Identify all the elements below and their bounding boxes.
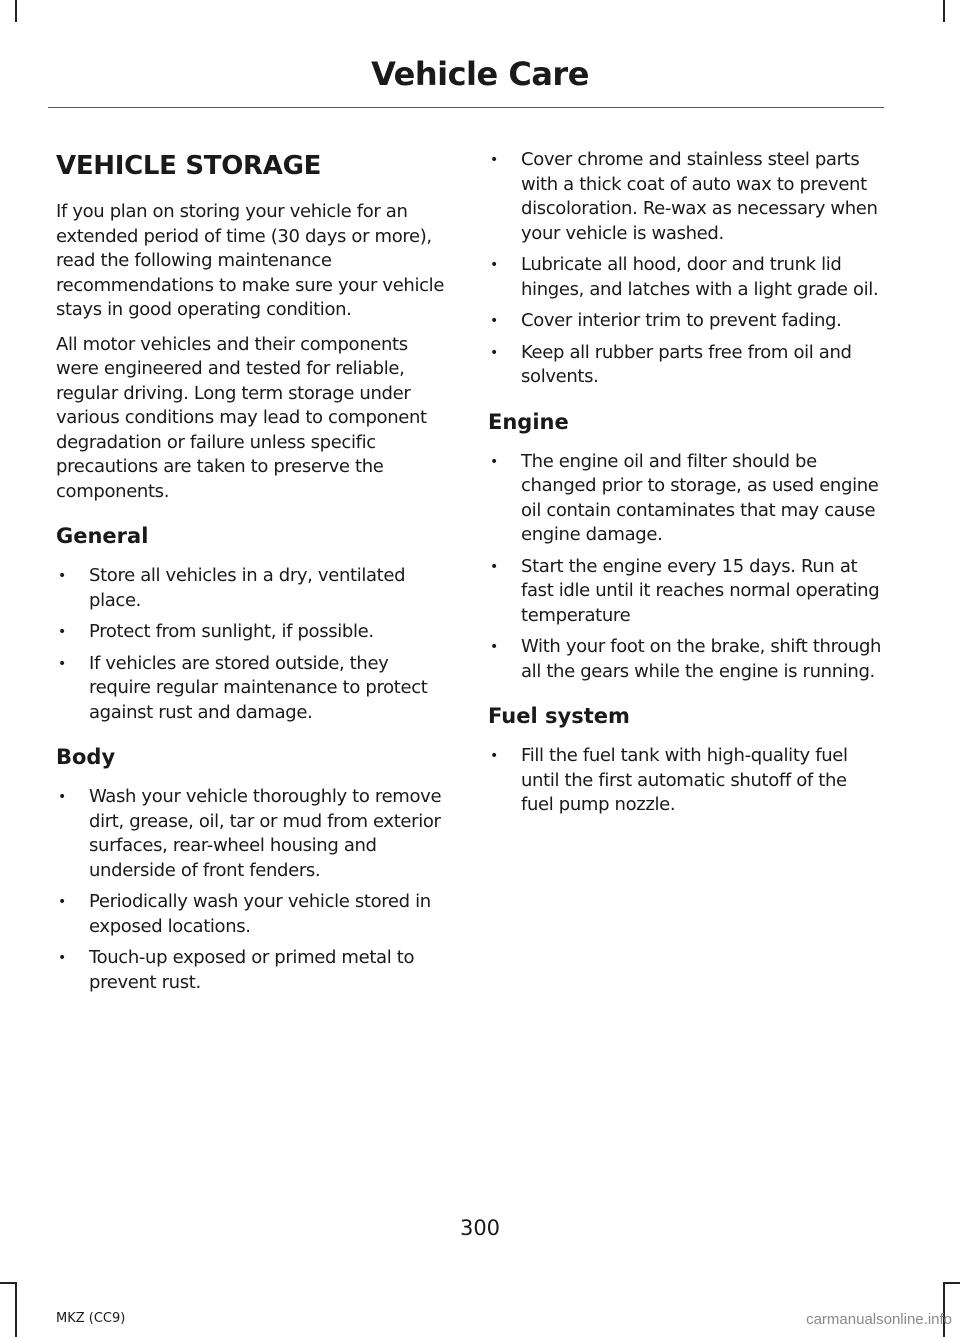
section-title: VEHICLE STORAGE [56, 151, 322, 181]
list-item-text: Lubricate all hood, door and trunk lid hinges, and latches with a light grade oil. [521, 254, 879, 300]
list-item-text: Periodically wash your vehicle stored in exposed locations. [89, 891, 431, 937]
bullet-icon: • [490, 257, 498, 273]
list-item-text: Start the engine every 15 days. Run at fast idle until it reaches normal operating temperature [521, 555, 880, 626]
page-header-title: Vehicle Care [371, 55, 589, 93]
list-item [488, 148, 884, 246]
list-item [488, 253, 884, 302]
bullet-icon: • [58, 655, 66, 672]
list-item-text: Cover interior trim to prevent fading. [521, 310, 842, 331]
header-divider [48, 107, 884, 108]
list-item-text: Wash your vehicle thoroughly to remove dirt, grease, oil, tar or mud from exterior surfaces, rear-wheel housing and underside of front fenders. [89, 786, 442, 881]
bullet-icon: • [58, 624, 66, 640]
list-item [56, 564, 448, 613]
list-item [56, 620, 448, 645]
heading-body: Body [56, 745, 116, 769]
list-item [488, 341, 884, 390]
heading-fuel-system: Fuel system [488, 704, 630, 728]
crop-mark-bottom-right-horizontal [943, 1282, 960, 1284]
crop-mark-bottom-left-horizontal [0, 1282, 17, 1284]
list-item-text: Keep all rubber parts free from oil and solvents. [521, 341, 852, 387]
list-item [488, 635, 884, 684]
list-item-text: Store all vehicles in a dry, ventilated place. [89, 565, 406, 611]
list-item [488, 309, 884, 334]
list-item-text: If vehicles are stored outside, they require regular maintenance to protect against rust and damage. [89, 652, 428, 723]
list-item-text: Fill the fuel tank with high-quality fuel until the first automatic shutoff of the fuel pump nozzle. [521, 745, 848, 815]
list-item-text: With your foot on the brake, shift through all the gears while the engine is running. [521, 636, 882, 682]
page-number: 300 [459, 1216, 501, 1240]
intro-paragraph-1: If you plan on storing your vehicle for an extended period of time (30 days or more), read the following maintenance recommendations to make sure your vehicle stays in good operating condition. [56, 201, 445, 320]
bullet-icon: • [58, 789, 66, 805]
crop-mark-top-right-vertical [943, 0, 945, 22]
general-list [56, 564, 448, 725]
list-item [488, 555, 884, 629]
heading-engine: Engine [488, 409, 569, 434]
watermark: carmanualsonline.info [806, 1311, 952, 1328]
list-item [56, 652, 448, 726]
intro-paragraph-2: All motor vehicles and their components were engineered and tested for reliable, regular driving. Long term storage under various conditions may lead to component degradation or failure unless specific precautions are taken to preserve the components. [56, 333, 427, 502]
list-item [56, 946, 448, 995]
list-item [56, 890, 448, 939]
body-list [56, 785, 448, 995]
bullet-icon: • [490, 748, 498, 764]
list-item [488, 450, 884, 548]
bullet-icon: • [58, 894, 66, 910]
model-label: MKZ (CC9) [56, 1311, 126, 1326]
bullet-icon: • [58, 950, 66, 966]
list-item-text: Touch-up exposed or primed metal to prevent rust. [89, 947, 415, 993]
engine-list [488, 450, 884, 685]
bullet-icon: • [490, 639, 498, 655]
bullet-icon: • [490, 313, 498, 329]
left-column [56, 148, 448, 1002]
fuel-system-list [488, 744, 884, 818]
bullet-icon: • [490, 453, 498, 470]
crop-mark-top-left-vertical [15, 0, 17, 22]
list-item-text: Protect from sunlight, if possible. [89, 621, 374, 642]
list-item-text: The engine oil and filter should be changed prior to storage, as used engine oil contain contaminates that may cause engine damage. [521, 450, 879, 545]
bullet-icon: • [58, 568, 66, 584]
crop-mark-bottom-left-vertical [15, 1282, 17, 1337]
list-item [56, 785, 448, 883]
bullet-icon: • [490, 152, 498, 168]
bullet-icon: • [490, 558, 498, 575]
list-item-text: Cover chrome and stainless steel parts with a thick coat of auto wax to prevent discoloration. Re-wax as necessary when your vehicle is washed. [521, 149, 878, 244]
list-item [488, 744, 884, 818]
body-list-continued [488, 148, 884, 390]
right-column [488, 148, 884, 825]
bullet-icon: • [490, 344, 498, 361]
crop-mark-bottom-right-vertical [943, 1282, 945, 1337]
heading-general: General [56, 524, 149, 548]
